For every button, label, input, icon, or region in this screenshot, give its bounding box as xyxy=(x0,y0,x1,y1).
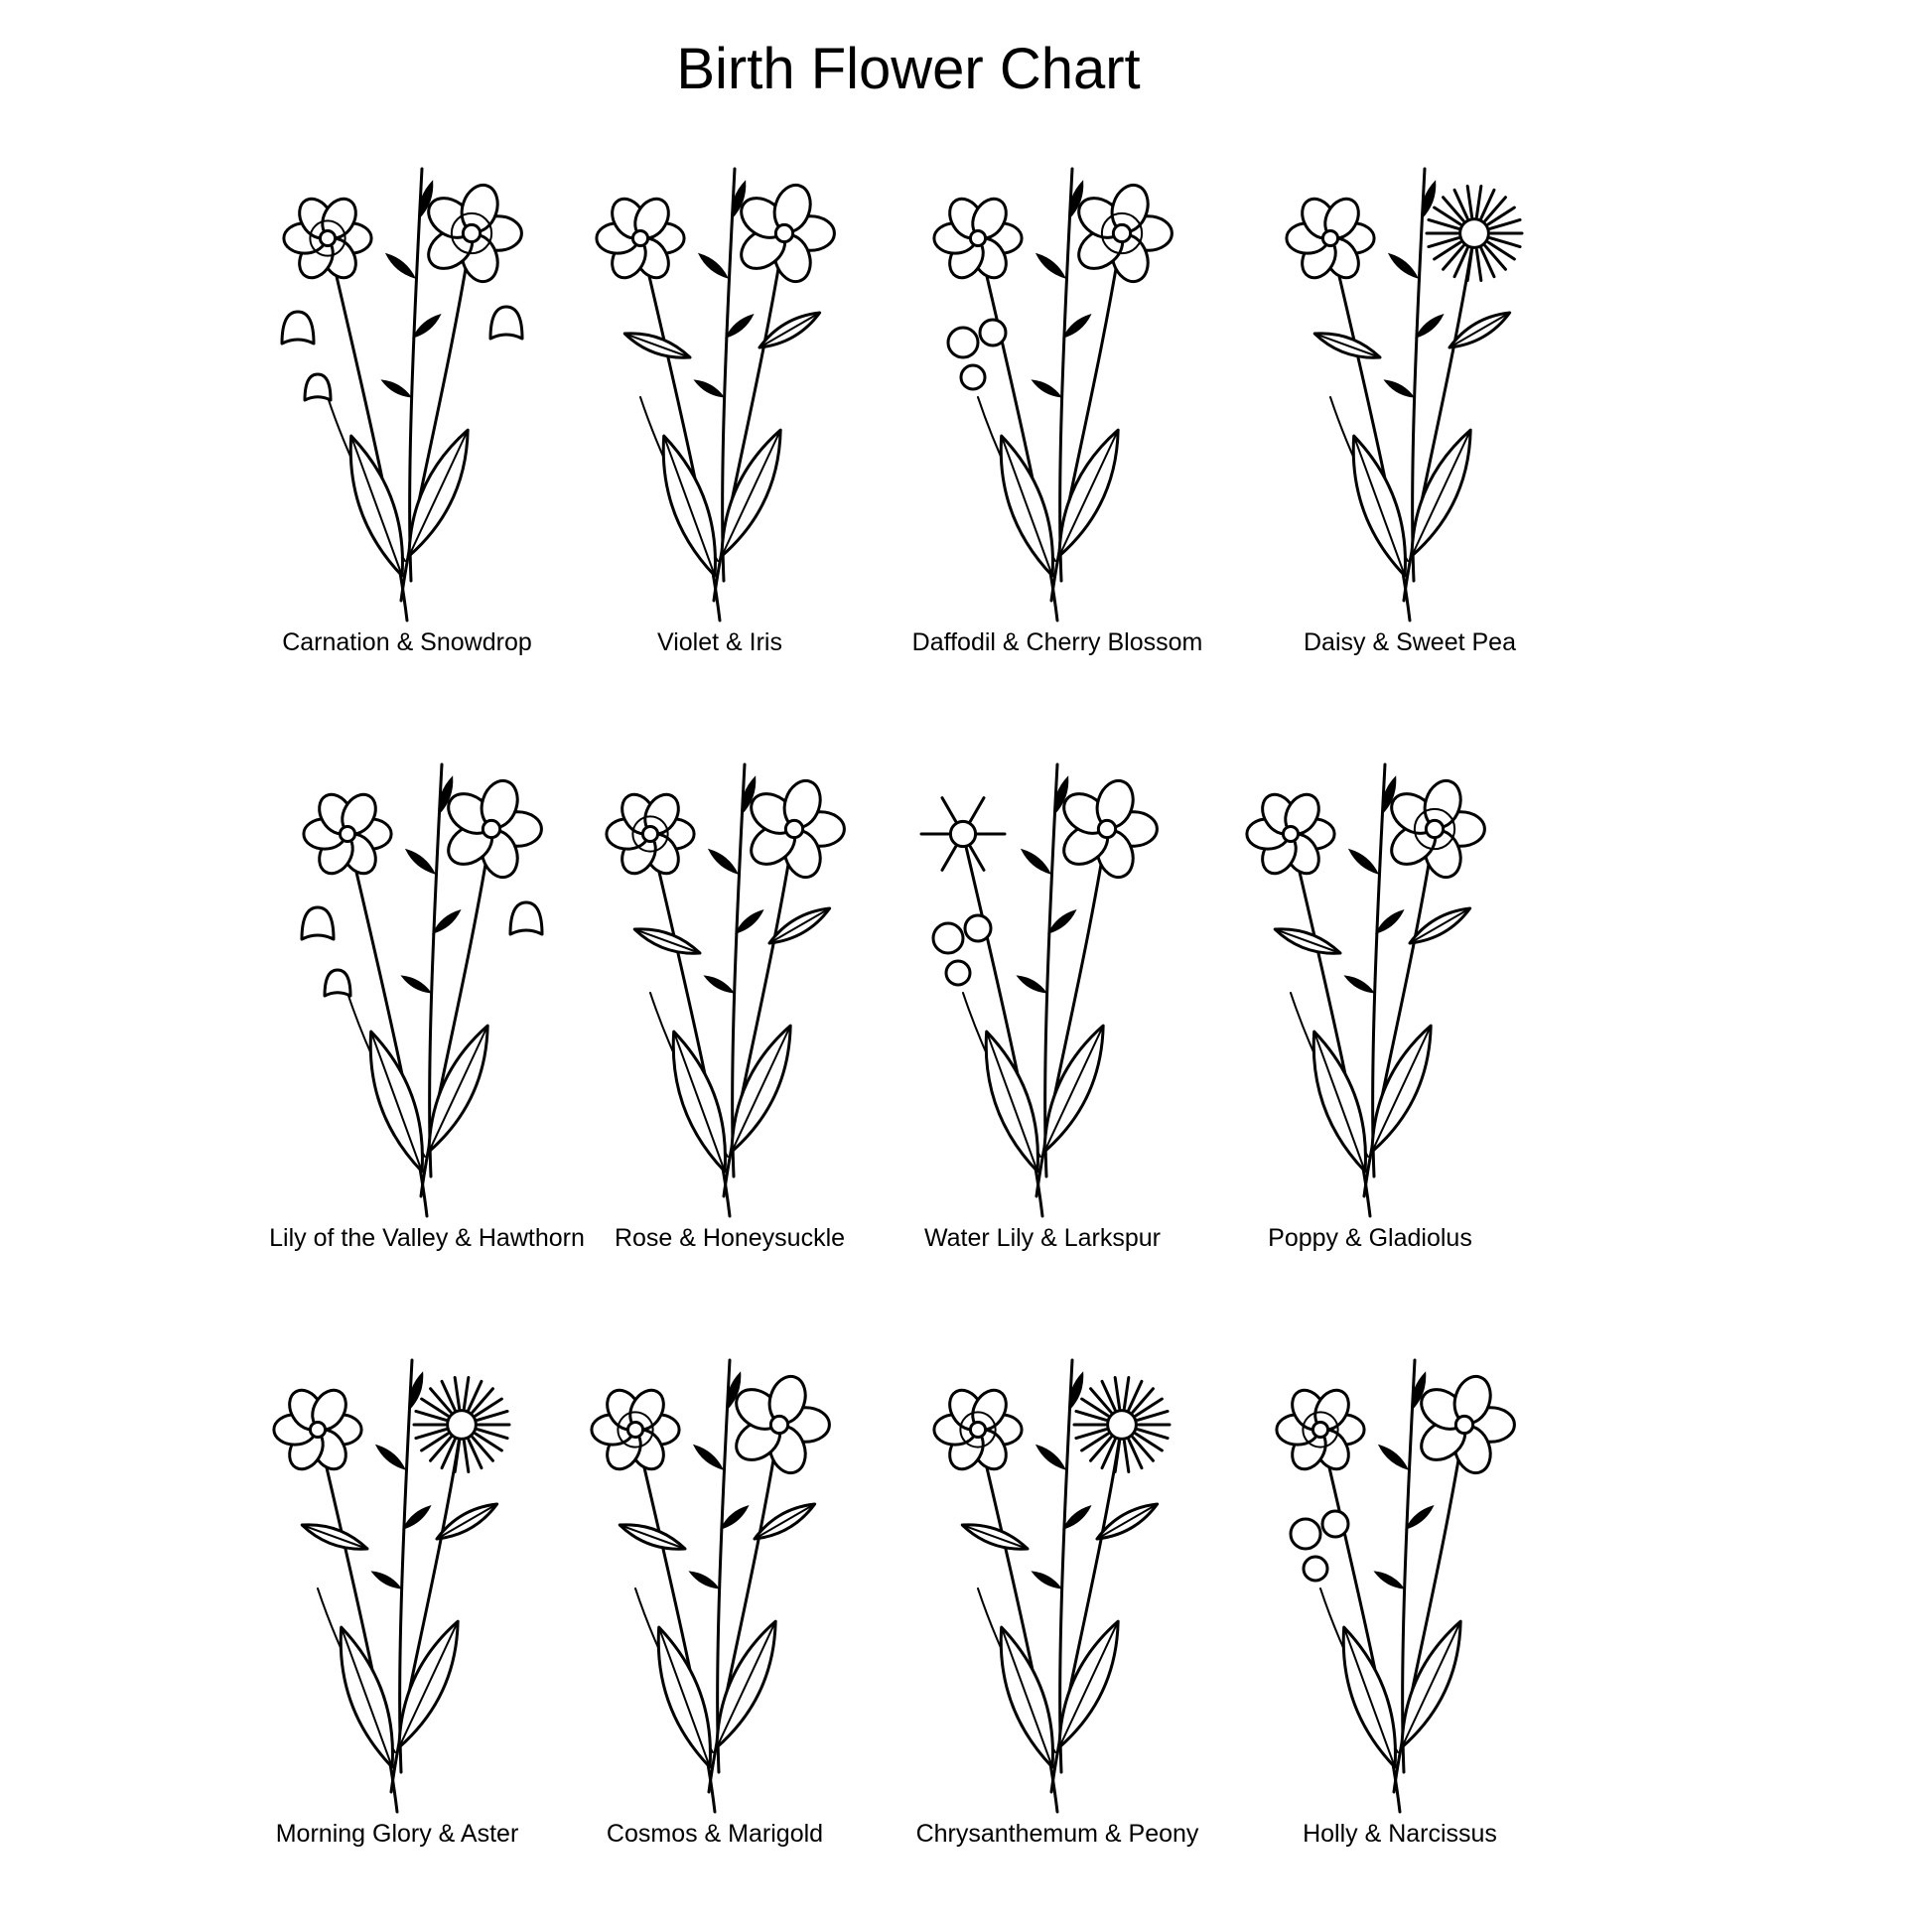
flower-card xyxy=(1236,1350,1564,1906)
violet-iris-bouquet-icon xyxy=(571,159,869,625)
page-title: Birth Flower Chart xyxy=(676,37,1141,101)
flower-card xyxy=(243,159,571,715)
flower-card xyxy=(556,159,884,715)
flower-label: Daffodil & Cherry Blossom xyxy=(911,628,1203,656)
flower-label: Water Lily & Larkspur xyxy=(923,1224,1162,1252)
flower-card xyxy=(894,159,1221,715)
flower-label: Carnation & Snowdrop xyxy=(282,628,532,656)
daisy-sweet-pea-bouquet-icon xyxy=(1261,159,1559,625)
flower-card xyxy=(879,755,1206,1311)
rose-honeysuckle-bouquet-icon xyxy=(581,755,879,1221)
daffodil-cherry-blossom-bouquet-icon xyxy=(908,159,1206,625)
flower-label: Lily of the Valley & Hawthorn xyxy=(269,1224,585,1252)
carnation-snowdrop-bouquet-icon xyxy=(258,159,556,625)
lily-of-the-valley-hawthorn-bouquet-icon xyxy=(278,755,576,1221)
flower-label: Chrysanthemum & Peony xyxy=(915,1820,1199,1848)
flower-card xyxy=(1206,755,1534,1311)
holly-narcissus-bouquet-icon xyxy=(1251,1350,1549,1817)
cosmos-marigold-bouquet-icon xyxy=(566,1350,864,1817)
flower-label: Daisy & Sweet Pea xyxy=(1304,628,1516,656)
flower-label: Rose & Honeysuckle xyxy=(614,1224,846,1252)
morning-glory-aster-bouquet-icon xyxy=(248,1350,546,1817)
flower-card xyxy=(551,1350,879,1906)
chrysanthemum-peony-bouquet-icon xyxy=(908,1350,1206,1817)
flower-label: Holly & Narcissus xyxy=(1303,1820,1497,1848)
flower-card xyxy=(566,755,894,1311)
poppy-gladiolus-bouquet-icon xyxy=(1221,755,1519,1221)
flower-label: Cosmos & Marigold xyxy=(606,1820,824,1848)
flower-label: Violet & Iris xyxy=(657,628,782,656)
flower-label: Morning Glory & Aster xyxy=(275,1820,519,1848)
flower-card xyxy=(894,1350,1221,1906)
water-lily-larkspur-bouquet-icon xyxy=(894,755,1191,1221)
flower-card xyxy=(233,1350,561,1906)
flower-label: Poppy & Gladiolus xyxy=(1268,1224,1472,1252)
flower-card xyxy=(1246,159,1574,715)
